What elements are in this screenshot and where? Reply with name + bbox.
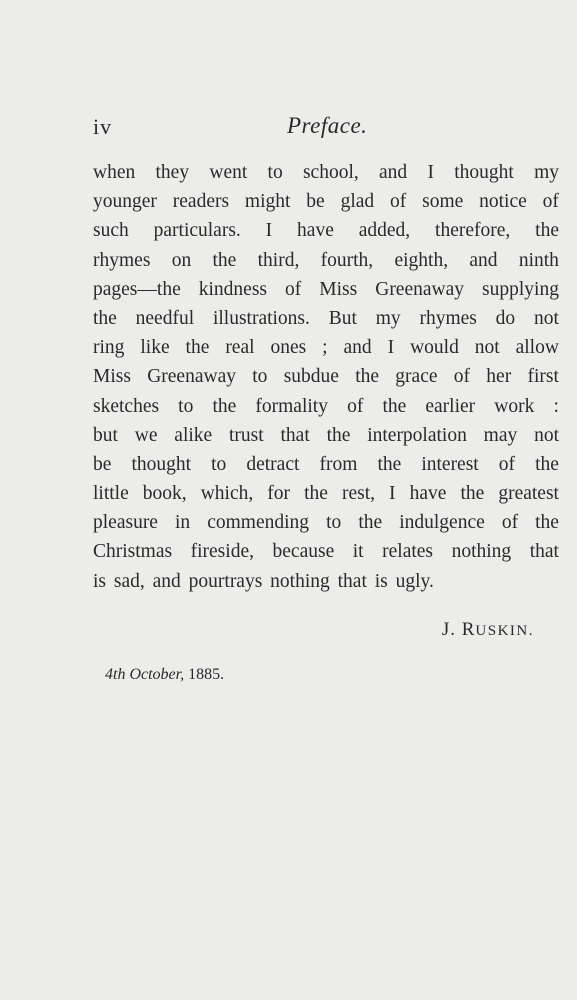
text-line [93,392,559,421]
word: be [306,191,325,213]
word: indulgence [399,512,485,534]
word: greatest [498,483,559,505]
word: but [93,424,118,446]
word: such [93,220,129,242]
word: the [377,453,402,475]
word: real [225,337,255,359]
dateline-day-month: 4th October, [105,666,185,683]
word: needful [135,307,195,329]
word: of [501,512,519,534]
word: may [483,424,518,446]
word: it [352,541,364,563]
word: of [498,453,516,475]
word: they [155,162,190,183]
word: ring [93,337,125,359]
word: not [534,424,559,446]
word: the [535,453,559,475]
word: little [93,483,129,505]
word: I [387,337,395,359]
text-line [93,275,559,304]
word: I [265,220,273,242]
word: fourth, [320,249,374,271]
word: of [453,366,471,388]
word: grace [395,366,438,388]
word: nothing [451,541,512,563]
word: ones [270,337,307,359]
word: have [409,483,447,505]
word: first [527,366,559,388]
preface-body-text [93,158,559,596]
word: sketches [93,395,160,417]
word: Miss [93,366,131,388]
text-line [93,304,559,333]
word: thought [131,453,192,475]
word: eighth, [394,249,449,271]
text-line [93,508,559,537]
text-line [93,537,559,566]
word: like [140,337,170,359]
running-title: Preface. [287,113,368,138]
word: fireside, [190,541,254,563]
word: and [343,337,372,359]
word: we [134,424,158,446]
word: Miss [319,278,358,300]
word: her [486,366,512,388]
word: my [375,307,401,329]
signature-surname: USKIN. [475,623,534,639]
word: the [212,395,237,417]
word: illustrations. [212,307,310,329]
word: of [390,191,407,213]
word: that [529,541,559,563]
word: went [209,162,248,183]
word: from [319,453,358,475]
word: the [382,395,407,417]
word: would [410,337,459,359]
word: third, [257,249,300,271]
word: allow [515,337,559,359]
word: the [304,483,328,505]
word: have [297,220,334,242]
dateline [105,662,224,688]
word: because [272,541,335,563]
word: for [267,483,291,505]
word: be [93,453,112,475]
word: on [171,249,192,271]
word: interest [421,453,479,475]
word: to [211,453,227,475]
word: commending [207,512,310,534]
text-line [93,362,559,391]
word: readers [172,191,230,213]
word: do [495,307,516,329]
word: : [553,395,559,417]
signature-initial: J. R [441,619,476,640]
word: to [252,366,268,388]
text-line [93,158,559,187]
word: subdue [283,366,339,388]
word: pages—the [93,278,181,300]
text-line: is sad, and pourtrays nothing that is ugly. [93,570,434,592]
word: pleasure [93,512,158,534]
word: earlier [425,395,476,417]
word: ninth [518,249,559,271]
text-line [93,450,559,479]
word: rest, [341,483,375,505]
word: when [93,162,136,183]
word: which, [200,483,254,505]
word: the [460,483,485,505]
word: Christmas [93,541,173,563]
word: ; [322,337,328,359]
word: detract [246,453,300,475]
word: Greenaway [147,366,236,388]
author-signature [442,615,534,646]
word: the [535,512,559,534]
word: book, [142,483,187,505]
word: work [494,395,535,417]
word: younger [93,191,157,213]
word: rhymes [93,249,151,271]
word: of [347,395,364,417]
word: to [267,162,283,183]
text-line [93,246,559,275]
word: the [326,424,351,446]
word: alike [174,424,213,446]
word: of [542,191,559,213]
text-line [93,479,559,508]
word: Greenaway [375,278,465,300]
word: to [326,512,342,534]
word: not [533,307,559,329]
text-line [93,216,559,245]
word: But [328,307,357,329]
word: the [535,220,559,242]
text-line [93,421,559,450]
word: I [389,483,396,505]
word: interpolation [367,424,467,446]
word: therefore, [435,220,511,242]
word: relates [382,541,434,563]
word: to [178,395,194,417]
word: not [474,337,500,359]
word: and [469,249,498,271]
word: in [175,512,191,534]
word: added, [358,220,411,242]
word: trust [229,424,264,446]
word: I [427,162,434,183]
word: might [244,191,291,213]
word: particulars. [153,220,241,242]
word: glad [340,191,375,213]
text-line [93,187,559,216]
word: the [185,337,210,359]
word: rhymes [419,307,477,329]
word: that [280,424,310,446]
page-number: iv [93,114,113,139]
word: and [379,162,408,183]
text-line [93,333,559,362]
word: the [355,366,380,388]
word: school, [302,162,359,183]
word: notice [479,191,527,213]
word: the [358,512,383,534]
dateline-year: 1885. [188,666,225,683]
word: thought [454,162,514,183]
word: some [422,191,464,213]
word: supplying [482,278,559,300]
word: my [534,162,559,183]
word: the [212,249,237,271]
word: the [93,307,117,329]
word: kindness [198,278,267,300]
word: of [285,278,302,300]
word: formality [255,395,328,417]
